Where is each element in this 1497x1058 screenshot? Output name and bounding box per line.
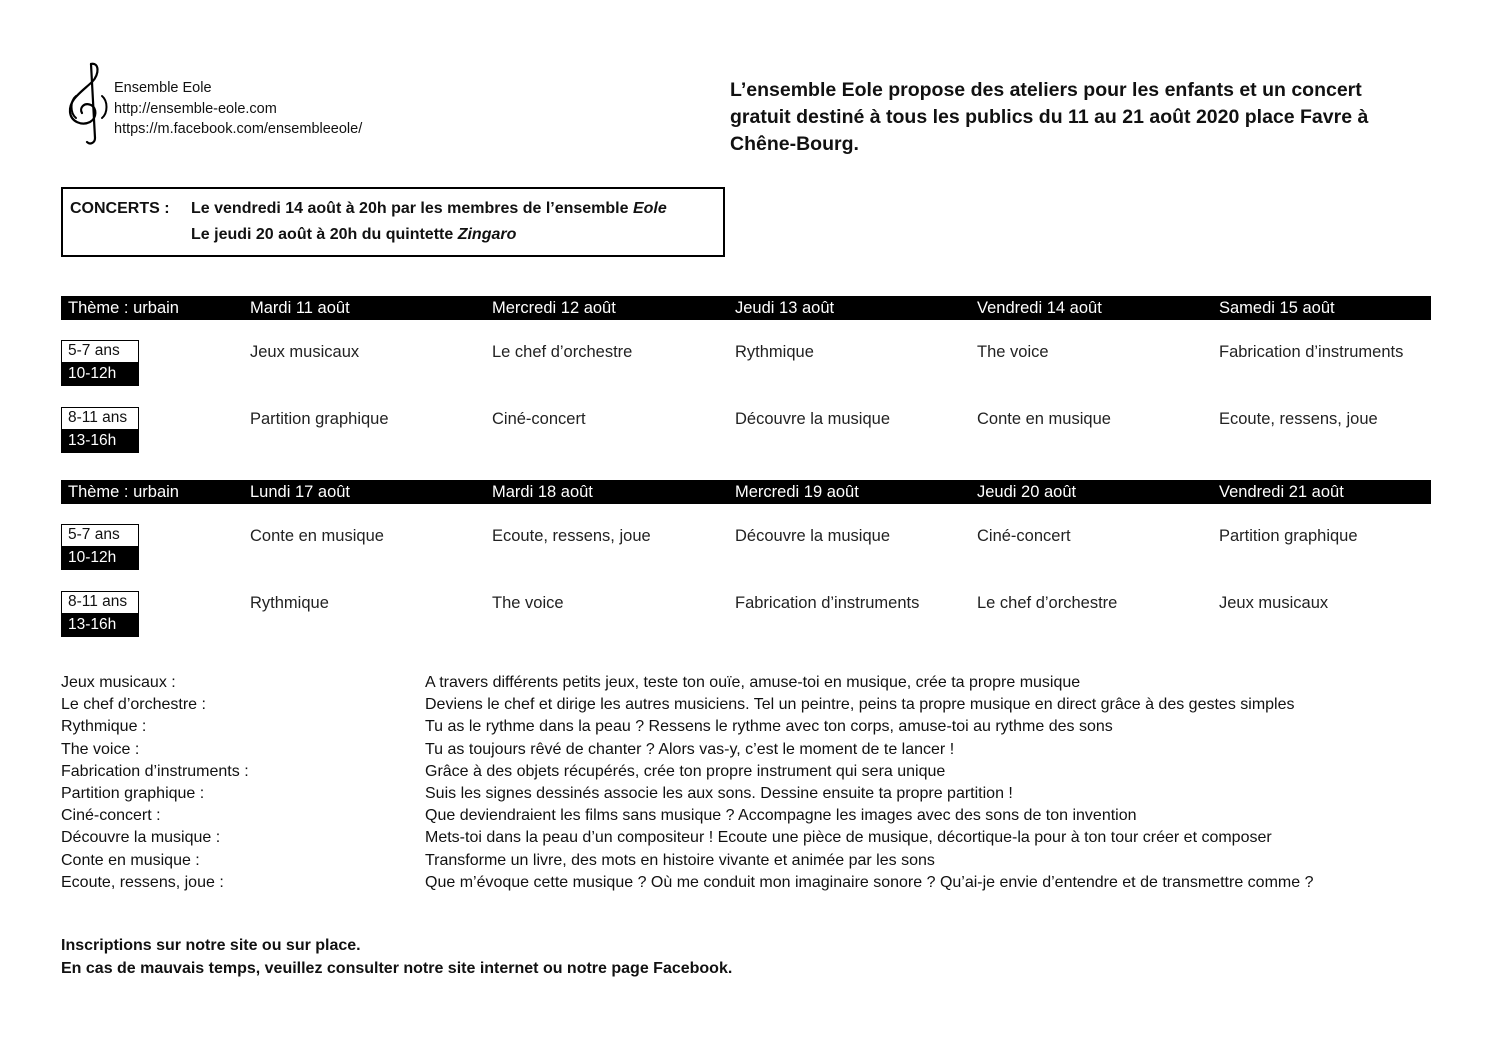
activity-cell: Jeux musicaux	[250, 343, 360, 361]
week-2-header	[61, 480, 1431, 504]
day-header: Mercredi 12 août	[492, 299, 616, 317]
concert-line-2-text: Le jeudi 20 août à 20h du quintette	[191, 226, 458, 243]
website-link[interactable]: http://ensemble-eole.com	[114, 100, 277, 117]
time-slot: 10-12h	[61, 547, 139, 570]
glossary-description: Mets-toi dans la peau d’un compositeur ! Ecoute une pièce de musique, décortique-la pour à ton tour créer et composer	[425, 829, 1272, 847]
glossary-term: Partition graphique :	[61, 784, 205, 802]
day-header: Jeudi 13 août	[735, 299, 835, 317]
concert-line-1	[191, 200, 667, 218]
intro-line: Chêne-Bourg.	[730, 133, 859, 155]
activity-glossary	[61, 672, 1451, 894]
activity-cell: Rythmique	[250, 594, 329, 612]
age-range: 5-7 ans	[61, 524, 139, 547]
glossary-description: Que m’évoque cette musique ? Où me conduit mon imaginaire sonore ? Qu’ai-je envie d’entendre et de transmettre comme ?	[425, 873, 1314, 891]
day-header: Vendredi 21 août	[1219, 483, 1344, 501]
activity-cell: Ciné-concert	[977, 527, 1071, 545]
glossary-row	[61, 827, 1451, 849]
activity-cell: Partition graphique	[250, 410, 389, 428]
week-1-header	[61, 296, 1431, 320]
glossary-description: A travers différents petits jeux, teste ton ouïe, amuse-toi en musique, crée ta propre musique	[425, 674, 1081, 691]
intro-line: gratuit destiné à tous les publics du 11 au 21 août 2020 place Favre à	[730, 106, 1369, 128]
activity-cell: Découvre la musique	[735, 527, 890, 545]
intro-line: L’ensemble Eole propose des ateliers pour les enfants et un concert	[730, 79, 1362, 101]
glossary-description: Tu as le rythme dans la peau ? Ressens le rythme avec ton corps, amuse-toi au rythme des sons	[425, 718, 1113, 736]
glossary-description: Grâce à des objets récupérés, crée ton propre instrument qui sera unique	[425, 762, 946, 780]
time-slot: 13-16h	[61, 614, 139, 637]
glossary-row	[61, 672, 1451, 694]
glossary-description: Transforme un livre, des mots en histoire vivante et animée par les sons	[425, 851, 935, 869]
activity-cell: Ciné-concert	[492, 410, 586, 428]
glossary-term: Conte en musique :	[61, 851, 200, 869]
org-name: Ensemble Eole	[114, 80, 212, 96]
concert-line-1-text: Le vendredi 14 août à 20h par les membres de l’ensemble	[191, 200, 633, 217]
glossary-row	[61, 761, 1451, 783]
age-range: 5-7 ans	[61, 340, 139, 363]
glossary-term: Jeux musicaux :	[61, 674, 176, 691]
activity-cell: Partition graphique	[1219, 527, 1358, 545]
concert-line-2	[191, 226, 516, 244]
glossary-description: Deviens le chef et dirige les autres musiciens. Tel un peintre, peins ta propre musique en direct grâce à des gestes simples	[425, 696, 1295, 714]
organization-info	[114, 78, 362, 140]
activity-cell: Le chef d’orchestre	[492, 343, 633, 361]
theme-label: Thème : urbain	[68, 299, 179, 317]
glossary-row	[61, 739, 1451, 761]
activity-cell: Rythmique	[735, 343, 814, 361]
age-range: 8-11 ans	[61, 591, 139, 614]
concert-line-1-em: Eole	[632, 200, 667, 217]
glossary-term: Fabrication d’instruments :	[61, 762, 249, 780]
activity-cell: Le chef d’orchestre	[977, 594, 1118, 612]
day-header: Mercredi 19 août	[735, 483, 859, 501]
glossary-description: Suis les signes dessinés associe les aux sons. Dessine ensuite ta propre partition !	[425, 784, 1013, 802]
treble-clef-logo	[66, 60, 110, 146]
glossary-term: Ecoute, ressens, joue :	[61, 873, 224, 891]
glossary-term: Découvre la musique :	[61, 829, 221, 847]
intro-text	[730, 77, 1450, 158]
theme-label: Thème : urbain	[68, 483, 179, 501]
glossary-term: The voice :	[61, 740, 140, 758]
glossary-row	[61, 694, 1451, 716]
concert-line-2-em: Zingaro	[457, 226, 517, 243]
activity-cell: Fabrication d’instruments	[735, 594, 920, 612]
glossary-term: Ciné-concert :	[61, 807, 161, 825]
activity-cell: Découvre la musique	[735, 410, 890, 428]
glossary-row	[61, 872, 1451, 894]
glossary-row	[61, 850, 1451, 872]
activity-cell: The voice	[977, 343, 1049, 361]
activity-cell: Fabrication d’instruments	[1219, 343, 1404, 361]
footer-line: En cas de mauvais temps, veuillez consulter notre site internet ou notre page Facebook.	[61, 960, 733, 977]
glossary-row	[61, 783, 1451, 805]
activity-cell: Conte en musique	[977, 410, 1111, 428]
glossary-row	[61, 805, 1451, 827]
activity-cell: Ecoute, ressens, joue	[492, 527, 651, 545]
activity-cell: The voice	[492, 594, 564, 612]
facebook-link[interactable]: https://m.facebook.com/ensembleeole/	[114, 121, 363, 137]
time-slot: 10-12h	[61, 363, 139, 386]
time-slot: 13-16h	[61, 430, 139, 453]
day-header: Mardi 11 août	[250, 299, 350, 317]
activity-cell: Ecoute, ressens, joue	[1219, 410, 1378, 428]
concerts-box	[61, 187, 725, 257]
glossary-term: Rythmique :	[61, 718, 147, 736]
age-range: 8-11 ans	[61, 407, 139, 430]
glossary-description: Que deviendraient les films sans musique ? Accompagne les images avec des sons de ton invention	[425, 807, 1137, 825]
footer-line: Inscriptions sur notre site ou sur place.	[61, 937, 361, 954]
concerts-label: CONCERTS :	[70, 200, 170, 217]
glossary-term: Le chef d’orchestre :	[61, 696, 206, 714]
activity-cell: Jeux musicaux	[1219, 594, 1329, 612]
day-header: Mardi 18 août	[492, 483, 593, 501]
day-header: Vendredi 14 août	[977, 299, 1102, 317]
glossary-description: Tu as toujours rêvé de chanter ? Alors vas-y, c’est le moment de te lancer !	[425, 740, 955, 758]
day-header: Lundi 17 août	[250, 483, 351, 501]
footer-notes	[61, 934, 732, 980]
day-header: Jeudi 20 août	[977, 483, 1077, 501]
day-header: Samedi 15 août	[1219, 299, 1335, 317]
glossary-row	[61, 716, 1451, 738]
activity-cell: Conte en musique	[250, 527, 384, 545]
